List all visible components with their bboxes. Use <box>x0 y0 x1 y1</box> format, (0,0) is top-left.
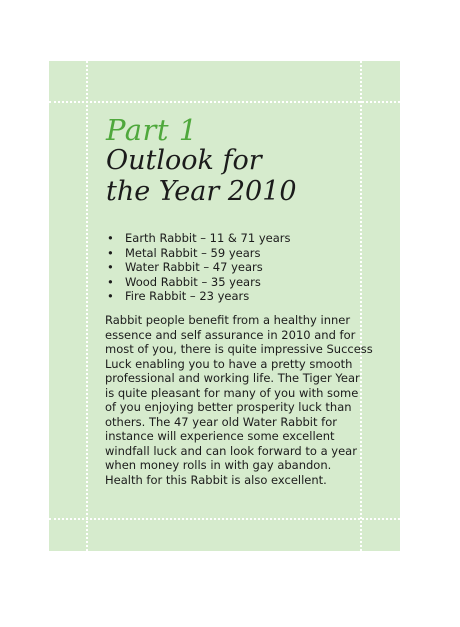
list-item-text: Water Rabbit – 47 years <box>125 260 263 274</box>
paragraph-line: essence and self assurance in 2010 and for <box>105 327 356 342</box>
bullet-icon: • <box>107 260 114 274</box>
list-item <box>105 231 355 246</box>
bullet-icon: • <box>107 245 114 260</box>
chapter-title <box>106 145 366 207</box>
paragraph-line: most of you, there is quite impressive Success <box>105 342 373 356</box>
paragraph-line: professional and working life. The Tiger Year <box>105 371 360 385</box>
dotted-border-top <box>49 101 400 103</box>
list-item-text: Fire Rabbit – 23 years <box>125 289 250 303</box>
paragraph-line: instance will experience some excellent <box>105 429 335 443</box>
list-item <box>105 260 355 275</box>
paragraph-line: Rabbit people benefit from a healthy inner <box>105 313 351 327</box>
chapter-title-line-2: the Year 2010 <box>106 176 297 207</box>
list-item <box>105 275 355 290</box>
paragraph-line: Health for this Rabbit is also excellent. <box>105 472 327 487</box>
rabbit-age-list <box>105 231 355 304</box>
chapter-title-line-1: Outlook for <box>106 145 262 176</box>
list-item-text: Wood Rabbit – 35 years <box>125 274 261 289</box>
bullet-icon: • <box>107 231 114 245</box>
body-paragraph <box>105 313 373 487</box>
bullet-icon: • <box>107 274 114 289</box>
paragraph-line: of you enjoying better prosperity luck than <box>105 400 352 414</box>
book-page <box>49 61 400 551</box>
part-label: Part 1 <box>106 113 198 147</box>
list-item <box>105 246 355 261</box>
paragraph-line: others. The 47 year old Water Rabbit for <box>105 414 337 429</box>
list-item-text: Metal Rabbit – 59 years <box>125 245 261 260</box>
dotted-border-right <box>360 61 362 551</box>
paragraph-line: windfall luck and can look forward to a year <box>105 443 357 458</box>
paragraph-line: when money rolls in with gay abandon. <box>105 458 332 472</box>
dotted-border-left <box>86 61 88 551</box>
dotted-border-bottom <box>49 518 400 520</box>
list-item-text: Earth Rabbit – 11 & 71 years <box>125 231 291 245</box>
bullet-icon: • <box>107 289 114 303</box>
list-item <box>105 289 355 304</box>
paragraph-line: is quite pleasant for many of you with some <box>105 385 359 400</box>
paragraph-line: Luck enabling you to have a pretty smooth <box>105 356 353 371</box>
